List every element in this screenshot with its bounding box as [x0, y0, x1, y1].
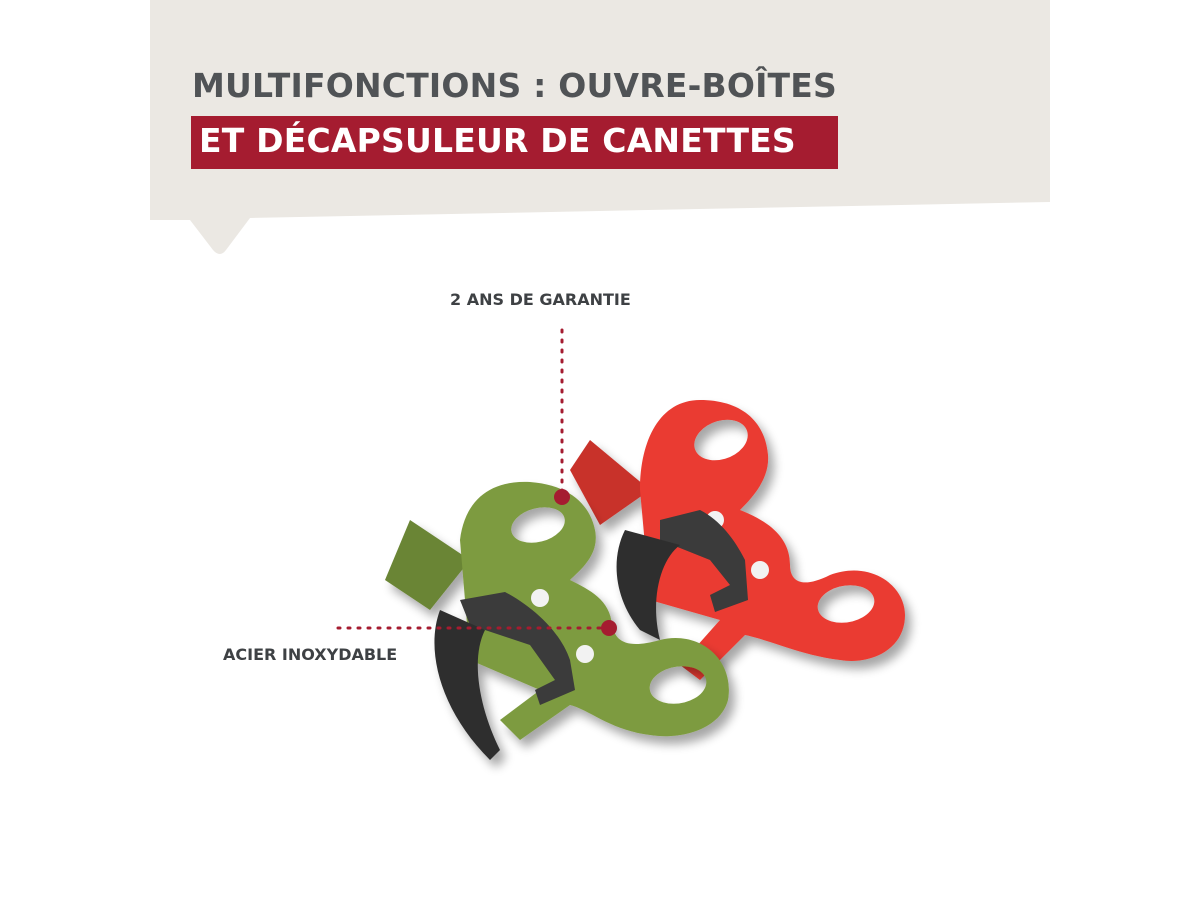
warranty-callout: 2 ANS DE GARANTIE — [450, 290, 631, 309]
warranty-leader-line — [554, 330, 570, 505]
material-callout: ACIER INOXYDABLE — [223, 645, 398, 664]
banner-title-line-2: ET DÉCAPSULEUR DE CANETTES — [199, 121, 796, 160]
red-can-opener — [570, 400, 905, 680]
banner-title-line-1: MULTIFONCTIONS : OUVRE-BOÎTES — [192, 66, 837, 105]
